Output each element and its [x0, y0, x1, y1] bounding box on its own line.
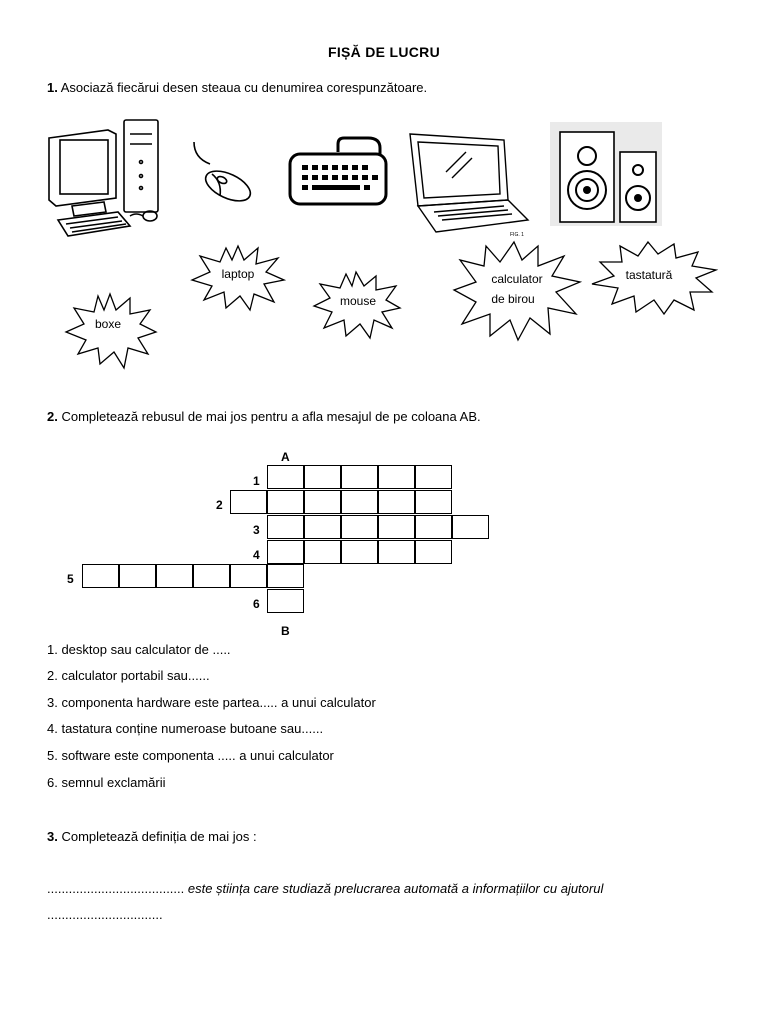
crossword-cell-ab[interactable]	[267, 564, 304, 588]
exercise-3-number: 3.	[47, 829, 58, 844]
desktop-computer-icon	[44, 116, 166, 242]
definition-text: este știința care studiază prelucrarea automată a informațiilor cu ajutorul	[184, 881, 604, 896]
crossword-cell-ab[interactable]	[267, 490, 304, 514]
crossword-clue: 1. desktop sau calculator de .....	[47, 642, 231, 657]
crossword-cell[interactable]	[119, 564, 156, 588]
crossword-cell[interactable]	[82, 564, 119, 588]
star-label-laptop: laptop	[221, 267, 255, 281]
crossword-cell[interactable]	[304, 465, 341, 489]
crossword-cell[interactable]	[156, 564, 193, 588]
crossword-label-b: B	[281, 624, 290, 638]
crossword-row-number: 2	[216, 498, 223, 512]
crossword-cell[interactable]	[341, 540, 378, 564]
star-label-calculator-line1: calculator	[491, 272, 543, 286]
keyboard-icon	[286, 132, 390, 208]
crossword-cell[interactable]	[304, 490, 341, 514]
star-label-tastatura: tastatură	[625, 268, 673, 282]
crossword-clue: 5. software este componenta ..... a unui calculator	[47, 748, 334, 763]
crossword-clue: 2. calculator portabil sau......	[47, 668, 210, 683]
crossword-cell[interactable]	[378, 515, 415, 539]
crossword-row-number: 3	[253, 523, 260, 537]
crossword-cell[interactable]	[415, 465, 452, 489]
crossword-cell[interactable]	[341, 490, 378, 514]
laptop-icon	[406, 128, 530, 240]
star-label-mouse: mouse	[339, 294, 377, 308]
crossword-cell-ab[interactable]	[267, 515, 304, 539]
crossword-cell[interactable]	[193, 564, 230, 588]
crossword-row-number: 5	[67, 572, 74, 586]
exercise-1-instruction	[47, 80, 427, 95]
exercise-2-text: Completează rebusul de mai jos pentru a afla mesajul de pe coloana AB.	[57, 409, 481, 424]
exercise-1-number: 1.	[47, 80, 58, 95]
crossword-row-number: 4	[253, 548, 260, 562]
crossword-label-a: A	[281, 450, 290, 464]
crossword-cell-ab[interactable]	[267, 589, 304, 613]
crossword-cell-ab[interactable]	[267, 465, 304, 489]
crossword-cell[interactable]	[341, 515, 378, 539]
crossword-row-number: 1	[253, 474, 260, 488]
exercise-2-instruction	[47, 409, 481, 424]
exercise-2-number: 2.	[47, 409, 58, 424]
exercise-3-instruction	[47, 829, 257, 844]
definition-line	[47, 881, 603, 896]
exercise-1-text: Asociază fiecărui desen steaua cu denumirea corespunzătoare.	[57, 80, 428, 95]
crossword-cell[interactable]	[378, 490, 415, 514]
crossword-cell[interactable]	[304, 515, 341, 539]
crossword-cell[interactable]	[415, 515, 452, 539]
crossword-clue: 6. semnul exclamării	[47, 775, 166, 790]
star-label-calculator-line2: de birou	[491, 292, 535, 306]
crossword-cell[interactable]	[415, 490, 452, 514]
crossword-cell[interactable]	[378, 540, 415, 564]
star-label-boxe: boxe	[94, 317, 122, 331]
crossword-cell[interactable]	[341, 465, 378, 489]
exercise-3-text: Completează definiția de mai jos :	[57, 829, 257, 844]
crossword-cell[interactable]	[378, 465, 415, 489]
definition-blank-2[interactable]: ................................	[47, 907, 163, 922]
crossword-row-number: 6	[253, 597, 260, 611]
crossword-cell[interactable]	[230, 490, 267, 514]
crossword-cell-ab[interactable]	[267, 540, 304, 564]
speakers-icon	[550, 122, 662, 226]
crossword-cell[interactable]	[415, 540, 452, 564]
crossword-cell[interactable]	[304, 540, 341, 564]
crossword-cell[interactable]	[452, 515, 489, 539]
crossword-clue: 3. componenta hardware este partea..... a unui calculator	[47, 695, 376, 710]
crossword-clue: 4. tastatura conține numeroase butoane sau......	[47, 721, 324, 736]
fig-caption: FIG. 1	[510, 232, 524, 238]
mouse-icon	[190, 138, 256, 204]
page-title: FIȘĂ DE LUCRU	[327, 44, 440, 60]
crossword-cell[interactable]	[230, 564, 267, 588]
definition-blank-1[interactable]: ......................................	[47, 881, 185, 896]
